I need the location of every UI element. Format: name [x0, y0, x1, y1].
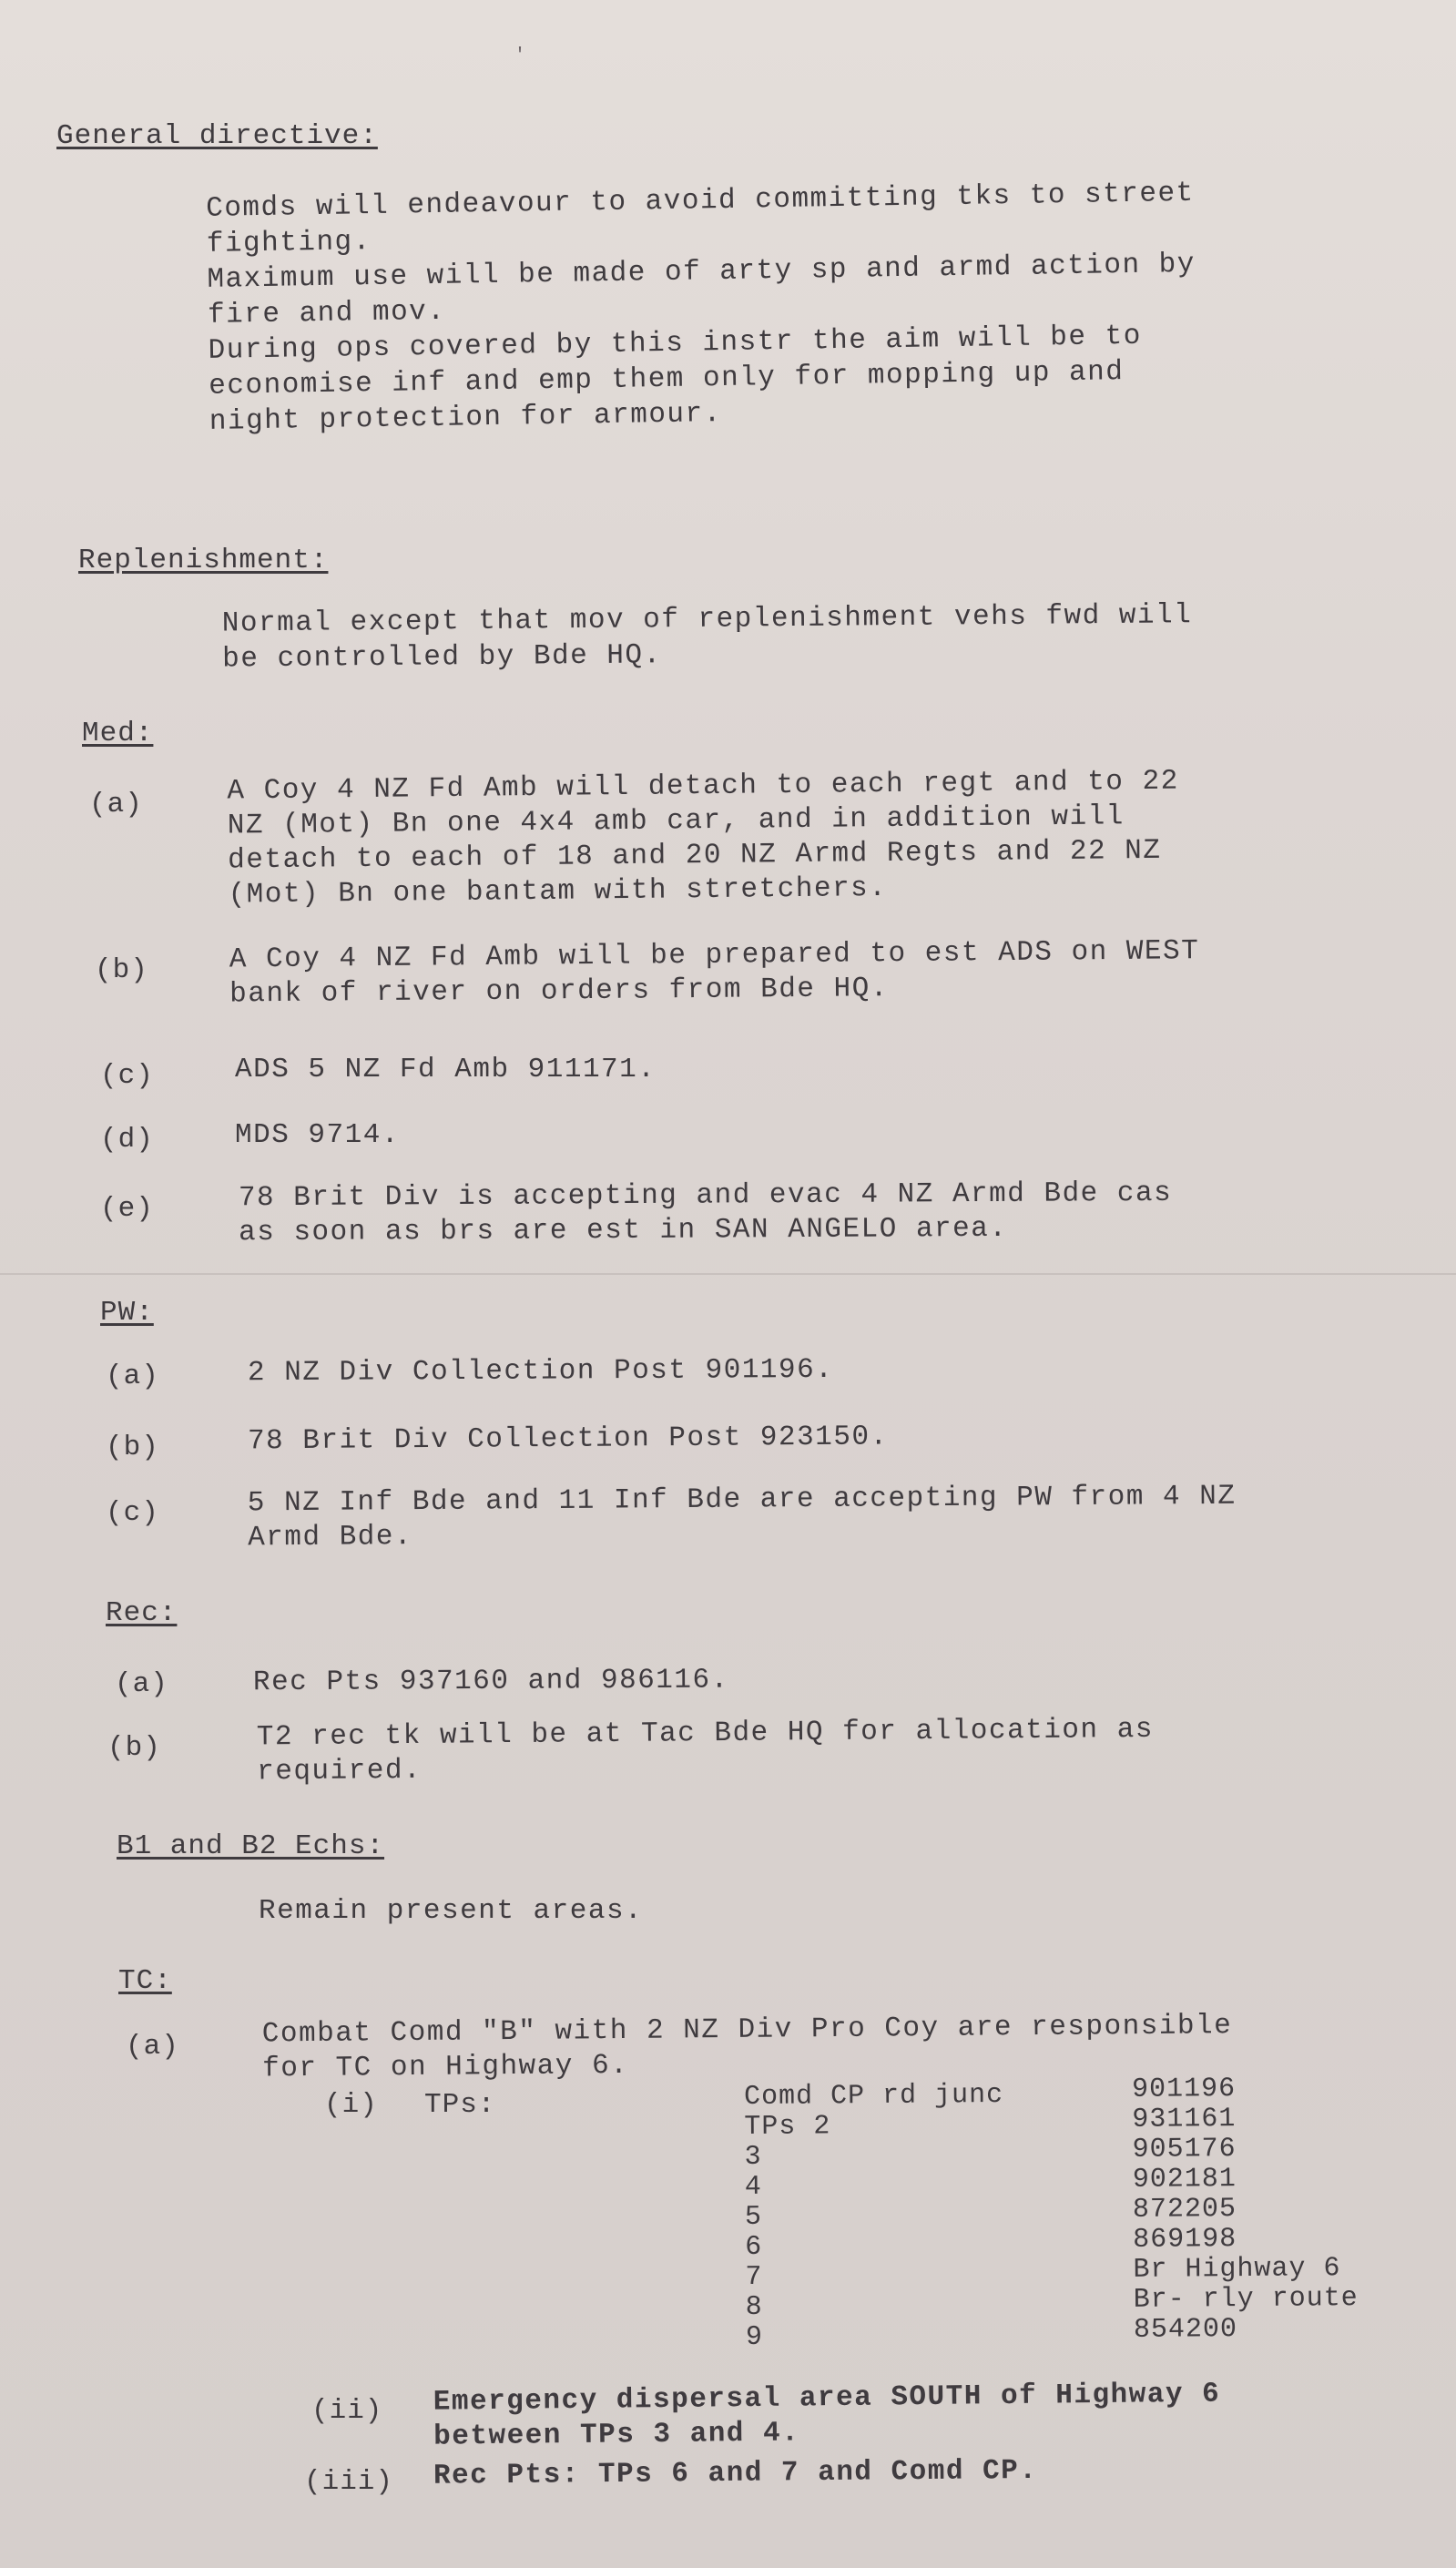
- rec-item-b-text: T2 rec tk will be at Tac Bde HQ for allocation as required.: [256, 1713, 1155, 1788]
- med-heading: Med:: [82, 718, 154, 749]
- tc-sub-i-label: (i): [324, 2089, 378, 2121]
- med-item-d-label: (d): [100, 1124, 154, 1156]
- med-item-e-text: 78 Brit Div is accepting and evac 4 NZ Armd Bde cas as soon as brs are est in SAN ANGELO area.: [238, 1177, 1173, 1249]
- pw-item-c-label: (c): [106, 1497, 159, 1529]
- rec-item-a-label: (a): [115, 1668, 168, 1700]
- general-directive-text: Comds will endeavour to avoid committing tks to street fighting. Maximum use will be made of arty sp and armd action by fire and mov. During ops covered by this instr the aim will be to economise inf and emp them only for mopping up and night protection for armour.: [205, 177, 1196, 438]
- echs-heading: B1 and B2 Echs:: [117, 1830, 385, 1862]
- tc-sub-iii-text: Rec Pts: TPs 6 and 7 and Comd CP.: [433, 2454, 1038, 2492]
- rec-item-a-text: Rec Pts 937160 and 986116.: [252, 1664, 729, 1699]
- med-item-b-text: A Coy 4 NZ Fd Amb will be prepared to est ADS on WEST bank of river on orders from Bde HQ.: [229, 935, 1200, 1011]
- pw-item-a-label: (a): [106, 1360, 159, 1392]
- pw-item-b-label: (b): [106, 1432, 159, 1463]
- general-directive-heading: General directive:: [56, 120, 378, 152]
- tc-tps-name-column: [744, 2081, 1005, 2353]
- med-item-a-label: (a): [89, 789, 143, 820]
- tc-sub-i-text: TPs:: [424, 2089, 496, 2121]
- med-item-c-label: (c): [100, 1060, 154, 1092]
- echs-text: Remain present areas.: [259, 1895, 644, 1927]
- med-item-b-label: (b): [95, 954, 148, 986]
- tc-sub-ii-text: Emergency dispersal area SOUTH of Highway 6 between TPs 3 and 4.: [433, 2378, 1221, 2453]
- pw-item-c-text: 5 NZ Inf Bde and 11 Inf Bde are accepting PW from 4 NZ Armd Bde.: [247, 1480, 1237, 1554]
- med-item-e-label: (e): [100, 1193, 154, 1225]
- pw-heading: PW:: [100, 1297, 154, 1329]
- med-item-a-text: A Coy 4 NZ Fd Amb will detach to each regt and to 22 NZ (Mot) Bn one 4x4 amb car, and in addition will detach to each of 18 and 20 NZ Armd Regts and 22 NZ (Mot) Bn one bantam with stretchers.: [227, 765, 1179, 912]
- med-item-c-text: ADS 5 NZ Fd Amb 911171.: [235, 1054, 657, 1085]
- tc-sub-ii-label: (ii): [311, 2395, 383, 2427]
- pw-item-a-text: 2 NZ Div Collection Post 901196.: [247, 1353, 834, 1390]
- tc-tps-refs: 901196 931161 905176 902181 872205 869198 Br Highway 6 Br- rly route 854200: [1131, 2074, 1359, 2346]
- replenishment-text: Normal except that mov of replenishment vehs fwd will be controlled by Bde HQ.: [221, 599, 1193, 676]
- tc-tps-names: Comd CP rd junc TPs 2 3 4 5 6 7 8 9: [743, 2080, 1004, 2353]
- replenishment-heading: Replenishment:: [78, 545, 329, 576]
- tc-tps-ref-column: [1132, 2074, 1359, 2346]
- rec-heading: Rec:: [106, 1597, 178, 1629]
- med-item-d-text: MDS 9714.: [235, 1119, 400, 1151]
- paper-fold: [0, 1273, 1456, 1275]
- ink-speck: ': [514, 46, 526, 66]
- pw-item-b-text: 78 Brit Div Collection Post 923150.: [247, 1421, 889, 1458]
- rec-item-b-label: (b): [107, 1732, 161, 1764]
- tc-item-a-text: Combat Comd "B" with 2 NZ Div Pro Coy are responsible for TC on Highway 6.: [261, 2010, 1233, 2085]
- tc-heading: TC:: [118, 1965, 172, 1997]
- tc-item-a-label: (a): [126, 2031, 179, 2063]
- tc-sub-iii-label: (iii): [304, 2466, 394, 2498]
